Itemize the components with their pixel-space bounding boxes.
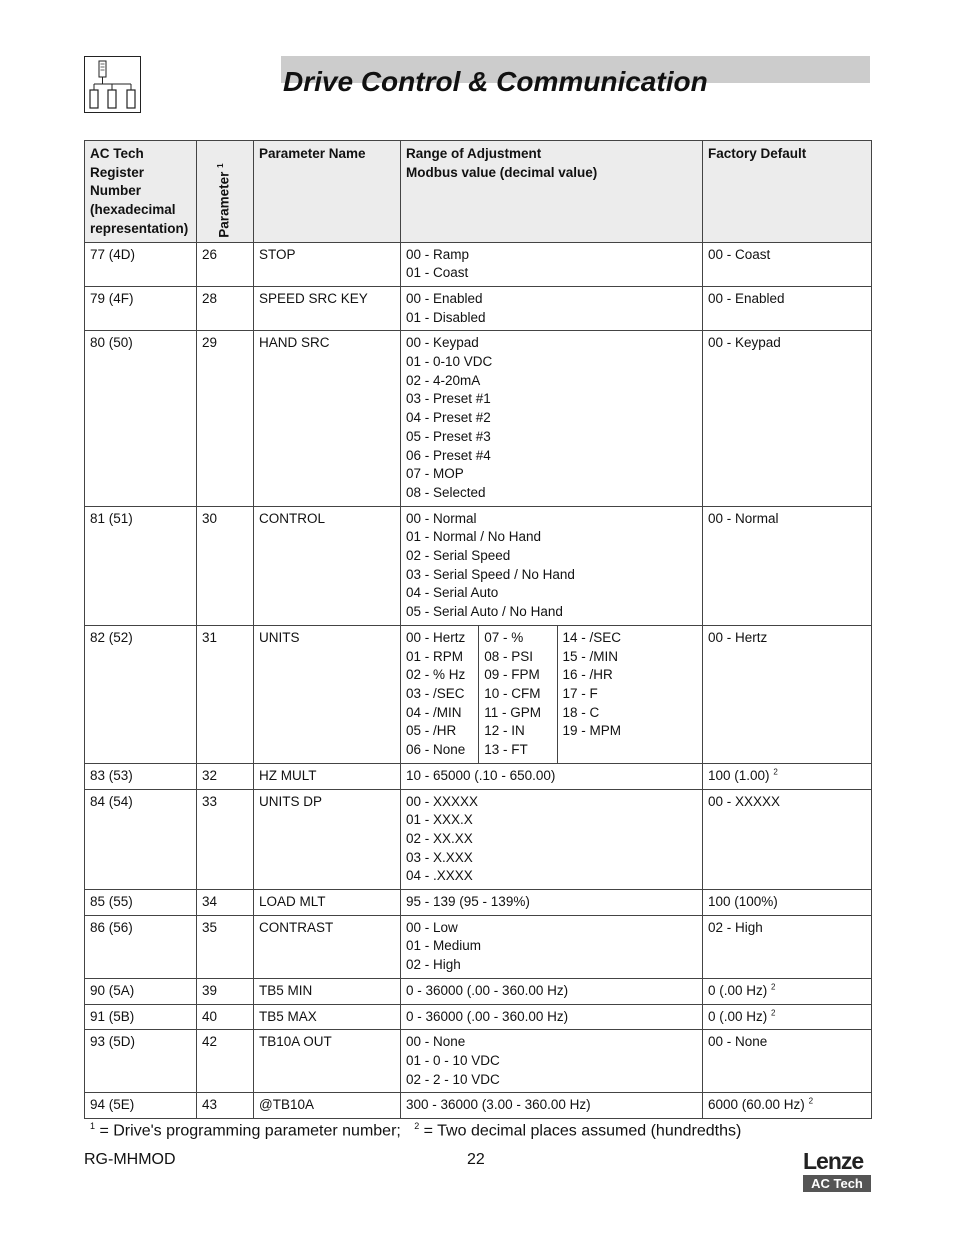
range-option: 11 - GPM	[484, 704, 542, 720]
header-register: AC Tech Register Number (hexadecimal representation)	[85, 141, 197, 243]
range-option: 10 - CFM	[484, 685, 541, 701]
register-cell: 91 (5B)	[85, 1004, 197, 1030]
default-value: 0 (.00 Hz)	[708, 1008, 768, 1024]
table-row	[85, 242, 872, 286]
range-option: 05 - Preset #3	[406, 428, 491, 444]
factory-default-cell	[703, 915, 872, 978]
range-column	[478, 626, 556, 763]
parameter-cell: 40	[197, 1004, 254, 1030]
parameter-cell: 31	[197, 625, 254, 763]
parameter-name-cell: SPEED SRC KEY	[254, 286, 401, 330]
range-option: 0 - 36000 (.00 - 360.00 Hz)	[406, 982, 569, 998]
range-option: 00 - Normal	[406, 510, 477, 526]
range-option: 17 - F	[562, 685, 598, 701]
factory-default-cell	[703, 286, 872, 330]
range-option: 02 - Serial Speed	[406, 548, 511, 564]
range-cell	[401, 789, 703, 890]
parameter-name-cell: @TB10A	[254, 1093, 401, 1119]
register-cell: 83 (53)	[85, 763, 197, 789]
register-cell: 81 (51)	[85, 506, 197, 625]
register-cell: 84 (54)	[85, 789, 197, 890]
range-cell	[401, 978, 703, 1004]
range-option: 01 - RPM	[406, 648, 464, 664]
table-row	[85, 915, 872, 978]
header-parameter-name: Parameter Name	[254, 141, 401, 243]
register-cell: 77 (4D)	[85, 242, 197, 286]
range-option: 06 - None	[406, 742, 466, 758]
table-row	[85, 1030, 872, 1093]
default-value: 00 - Coast	[708, 246, 771, 262]
range-option: 13 - FT	[484, 742, 528, 758]
header-parameter: Parameter $^1$	[197, 141, 254, 243]
range-option: 04 - /MIN	[406, 704, 462, 720]
table-row	[85, 978, 872, 1004]
range-column	[557, 626, 703, 763]
table-row	[85, 1093, 872, 1119]
range-option: 15 - /MIN	[562, 648, 619, 664]
range-option: 09 - FPM	[484, 667, 540, 683]
register-cell: 93 (5D)	[85, 1030, 197, 1093]
range-option: 00 - Ramp	[406, 246, 470, 262]
table-row	[85, 789, 872, 890]
register-cell: 94 (5E)	[85, 1093, 197, 1119]
parameter-cell: 39	[197, 978, 254, 1004]
parameter-name-cell: TB5 MIN	[254, 978, 401, 1004]
range-option: 14 - /SEC	[562, 629, 622, 645]
register-cell: 82 (52)	[85, 625, 197, 763]
parameter-name-cell: CONTRAST	[254, 915, 401, 978]
range-option: 04 - Preset #2	[406, 410, 491, 426]
factory-default-cell	[703, 1093, 872, 1119]
table-row	[85, 331, 872, 506]
footnote-marker: 2	[808, 1096, 814, 1106]
page-title: Drive Control & Communication	[283, 66, 708, 97]
range-cell	[401, 763, 703, 789]
range-option: 01 - Medium	[406, 938, 482, 954]
factory-default-cell	[703, 1004, 872, 1030]
range-option: 01 - Normal / No Hand	[406, 529, 542, 545]
range-option: 19 - MPM	[562, 723, 622, 739]
range-option: 02 - High	[406, 957, 461, 973]
range-option: 18 - C	[562, 704, 600, 720]
default-value: 00 - None	[708, 1034, 768, 1050]
factory-default-cell	[703, 789, 872, 890]
parameter-name-cell: STOP	[254, 242, 401, 286]
register-cell: 90 (5A)	[85, 978, 197, 1004]
header-factory-default: Factory Default	[703, 141, 872, 243]
factory-default-cell	[703, 331, 872, 506]
range-cell	[401, 1004, 703, 1030]
range-option: 00 - XXXXX	[406, 793, 479, 809]
range-option: 04 - .XXXX	[406, 868, 473, 884]
parameter-name-cell: LOAD MLT	[254, 890, 401, 916]
range-option: 00 - Keypad	[406, 335, 479, 351]
parameter-cell: 32	[197, 763, 254, 789]
range-cell	[401, 286, 703, 330]
factory-default-cell	[703, 625, 872, 763]
range-option: 07 - %	[484, 629, 524, 645]
range-cell	[401, 1030, 703, 1093]
parameter-cell: 34	[197, 890, 254, 916]
default-value: 100 (1.00)	[708, 767, 770, 783]
range-option: 12 - IN	[484, 723, 525, 739]
range-option: 03 - /SEC	[406, 685, 465, 701]
range-option: 05 - Serial Auto / No Hand	[406, 604, 563, 620]
range-option: 300 - 36000 (3.00 - 360.00 Hz)	[406, 1097, 591, 1113]
parameter-cell: 42	[197, 1030, 254, 1093]
range-cell	[401, 331, 703, 506]
parameter-cell: 43	[197, 1093, 254, 1119]
parameter-cell: 28	[197, 286, 254, 330]
range-option: 01 - Disabled	[406, 309, 486, 325]
parameter-name-cell: UNITS DP	[254, 789, 401, 890]
table-row	[85, 890, 872, 916]
parameter-name-cell: TB5 MAX	[254, 1004, 401, 1030]
range-option: 01 - 0-10 VDC	[406, 354, 493, 370]
footnote: $^1$ = Drive's programming parameter number; $^2$ = Two decimal places assumed (hundredths)	[90, 1121, 742, 1140]
footnote-marker: 2	[773, 767, 778, 777]
range-option: 02 - % Hz	[406, 667, 466, 683]
parameter-cell: 33	[197, 789, 254, 890]
range-option: 95 - 139 (95 - 139%)	[406, 894, 530, 910]
register-cell: 79 (4F)	[85, 286, 197, 330]
range-cell	[401, 915, 703, 978]
range-option: 10 - 65000 (.10 - 650.00)	[406, 767, 556, 783]
range-cell	[401, 890, 703, 916]
range-option: 00 - None	[406, 1034, 466, 1050]
range-cell	[401, 625, 703, 763]
range-option: 16 - /HR	[562, 667, 613, 683]
factory-default-cell	[703, 506, 872, 625]
header-range: Range of Adjustment Modbus value (decimal value)	[401, 141, 703, 243]
range-option: 01 - XXX.X	[406, 812, 473, 828]
table-row	[85, 1004, 872, 1030]
factory-default-cell	[703, 1030, 872, 1093]
range-option: 05 - /HR	[406, 723, 457, 739]
register-cell: 85 (55)	[85, 890, 197, 916]
page-number: 22	[467, 1151, 485, 1168]
parameter-name-cell: HZ MULT	[254, 763, 401, 789]
default-value: 00 - Hertz	[708, 629, 768, 645]
lenze-logo: Lenze AC Tech	[803, 1150, 871, 1192]
range-option: 02 - 4-20mA	[406, 372, 481, 388]
drive-network-icon	[84, 56, 141, 113]
default-value: 00 - Keypad	[708, 335, 781, 351]
range-option: 02 - 2 - 10 VDC	[406, 1071, 500, 1087]
range-option: 01 - Coast	[406, 265, 469, 281]
range-option: 0 - 36000 (.00 - 360.00 Hz)	[406, 1008, 569, 1024]
factory-default-cell	[703, 763, 872, 789]
factory-default-cell	[703, 890, 872, 916]
range-option: 03 - Serial Speed / No Hand	[406, 566, 575, 582]
table-row	[85, 625, 872, 763]
range-option: 08 - PSI	[484, 648, 534, 664]
range-option: 00 - Hertz	[406, 629, 466, 645]
parameter-table	[84, 140, 872, 1119]
table-header-row	[85, 141, 872, 243]
parameter-name-cell: UNITS	[254, 625, 401, 763]
register-cell: 86 (56)	[85, 915, 197, 978]
range-option: 00 - Enabled	[406, 290, 483, 306]
range-cell	[401, 506, 703, 625]
range-option: 06 - Preset #4	[406, 447, 491, 463]
table-row	[85, 286, 872, 330]
factory-default-cell	[703, 242, 872, 286]
parameter-name-cell: CONTROL	[254, 506, 401, 625]
default-value: 00 - Normal	[708, 510, 779, 526]
parameter-name-cell: HAND SRC	[254, 331, 401, 506]
range-option: 02 - XX.XX	[406, 830, 473, 846]
range-option: 03 - Preset #1	[406, 391, 491, 407]
default-value: 0 (.00 Hz)	[708, 982, 768, 998]
parameter-cell: 26	[197, 242, 254, 286]
document-id: RG-MHMOD	[84, 1151, 176, 1168]
default-value: 00 - Enabled	[708, 290, 785, 306]
parameter-cell: 29	[197, 331, 254, 506]
table-body	[85, 242, 872, 1119]
default-value: 00 - XXXXX	[708, 793, 781, 809]
range-option: 01 - 0 - 10 VDC	[406, 1052, 500, 1068]
parameter-name-cell: TB10A OUT	[254, 1030, 401, 1093]
range-option: 04 - Serial Auto	[406, 585, 499, 601]
footnote-marker: 2	[771, 1008, 776, 1018]
range-cell	[401, 1093, 703, 1119]
range-option: 07 - MOP	[406, 466, 464, 482]
range-column	[401, 626, 478, 763]
table-row	[85, 506, 872, 625]
range-option: 03 - X.XXX	[406, 849, 473, 865]
factory-default-cell	[703, 978, 872, 1004]
footnote-marker: 2	[771, 982, 776, 992]
range-option: 00 - Low	[406, 919, 458, 935]
parameter-cell: 35	[197, 915, 254, 978]
default-value: 100 (100%)	[708, 894, 778, 910]
parameter-cell: 30	[197, 506, 254, 625]
range-option: 08 - Selected	[406, 484, 486, 500]
table-row	[85, 763, 872, 789]
default-value: 6000 (60.00 Hz)	[708, 1097, 805, 1113]
default-value: 02 - High	[708, 919, 763, 935]
range-cell	[401, 242, 703, 286]
register-cell: 80 (50)	[85, 331, 197, 506]
